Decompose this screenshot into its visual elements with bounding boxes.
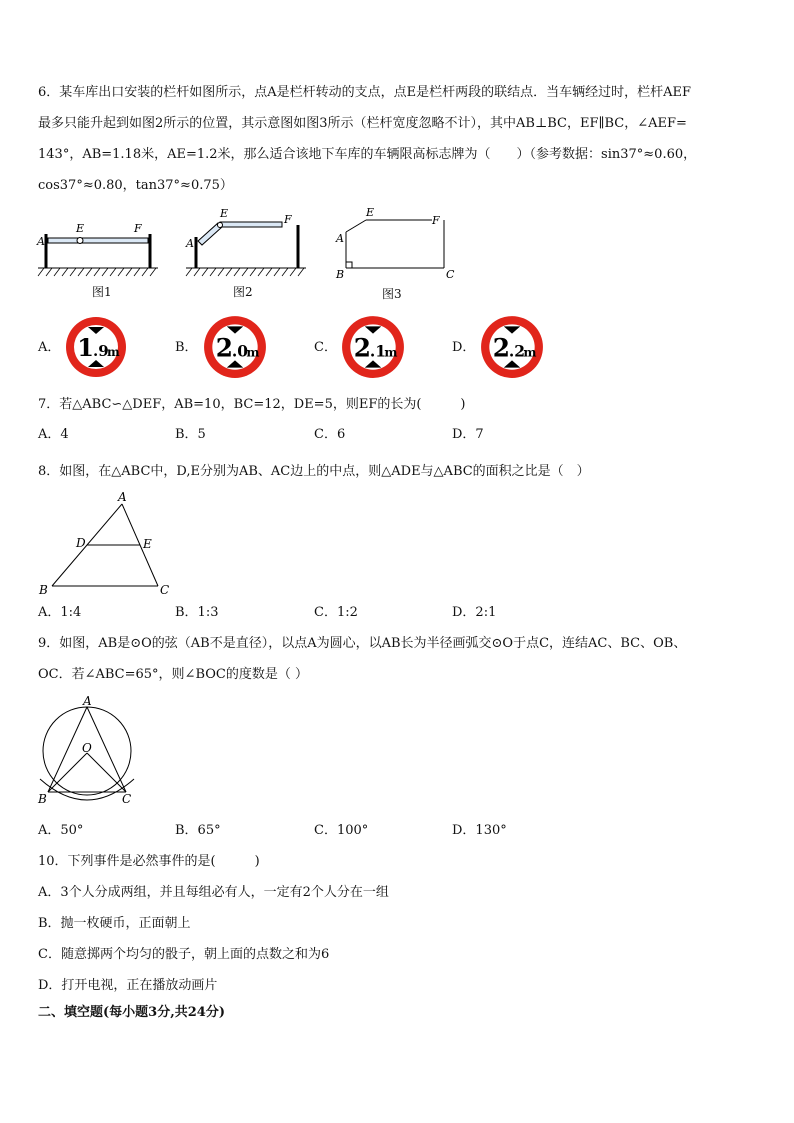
svg-text:.0: .0 <box>231 341 249 361</box>
q9-option-c: C．100° <box>314 823 369 838</box>
svg-text:2: 2 <box>492 333 510 363</box>
q8-option-c: C．1:2 <box>314 605 358 620</box>
q8-triangle-figure <box>34 490 184 598</box>
q7-option-b: B．5 <box>175 427 206 442</box>
q6-stem-line-4: cos37°≈0.80，tan37°≈0.75） <box>38 178 233 193</box>
q8-label-d: D <box>76 536 86 550</box>
svg-text:.2: .2 <box>508 341 526 361</box>
q6-figure-3 <box>328 200 458 285</box>
fig3-caption: 图3 <box>382 287 402 301</box>
fig2-label-e: E <box>220 207 229 220</box>
q9-option-a: A．50° <box>38 823 84 838</box>
q9-label-b: B <box>38 792 47 806</box>
q10-option-b: B．抛一枚硬币，正面朝上 <box>38 916 191 931</box>
q9-option-d: D．130° <box>452 823 507 838</box>
svg-text:m: m <box>384 344 398 360</box>
q6-stem-line-1: 6．某车库出口安装的栏杆如图所示，点A是栏杆转动的支点，点E是栏杆两段的联结点．当车辆经过时，栏杆AEF <box>38 85 692 100</box>
svg-text:m: m <box>523 344 537 360</box>
fig1-label-f: F <box>134 222 142 235</box>
svg-text:1: 1 <box>77 333 94 362</box>
q8-label-c: C <box>160 583 170 597</box>
q8-stem: 8．如图，在△ABC中，D,E分别为AB、AC边上的中点，则△ADE与△ABC的面积之比是（ ） <box>38 464 590 479</box>
svg-text:.1: .1 <box>369 341 387 361</box>
height-limit-sign-a <box>64 315 128 379</box>
q6-option-c-letter: C． <box>314 340 337 355</box>
svg-text:2: 2 <box>215 333 233 363</box>
q6-stem-line-2: 最多只能升起到如图2所示的位置，其示意图如图3所示（栏杆宽度忽略不计），其中AB⊥BC，EF∥BC，∠AEF= <box>38 116 687 131</box>
q8-label-e: E <box>143 537 152 551</box>
q9-stem-line-1: 9．如图，AB是⊙O的弦（AB不是直径），以点A为圆心，以AB长为半径画弧交⊙O于点C，连结AC、BC、OB、 <box>38 636 687 651</box>
fig2-label-a: A <box>186 237 194 250</box>
fig3-label-a: A <box>336 232 344 245</box>
q9-label-c: C <box>122 792 132 806</box>
svg-text:2: 2 <box>353 333 371 363</box>
q9-circle-figure <box>34 693 140 807</box>
q7-option-d: D．7 <box>452 427 484 442</box>
fig1-label-e: E <box>76 222 85 235</box>
q6-stem-line-3: 143°，AB=1.18米，AE=1.2米，那么适合该地下车库的车辆限高标志牌为（ ）（参考数据：sin37°≈0.60， <box>38 147 697 162</box>
fig3-label-c: C <box>446 268 455 281</box>
height-limit-sign-c <box>340 314 406 380</box>
fig3-label-b: B <box>336 268 345 281</box>
q9-label-o: O <box>82 741 92 755</box>
height-limit-sign-d <box>479 314 545 380</box>
q7-option-c: C．6 <box>314 427 346 442</box>
q10-option-d: D．打开电视，正在播放动画片 <box>38 978 218 993</box>
fig2-label-f: F <box>284 213 292 226</box>
q10-stem: 10．下列事件是必然事件的是( ) <box>38 854 260 869</box>
height-limit-sign-b <box>202 314 268 380</box>
svg-text:.9: .9 <box>93 342 109 360</box>
fig3-label-f: F <box>432 214 440 227</box>
svg-text:m: m <box>107 345 120 359</box>
fig1-label-a: A <box>37 235 45 248</box>
q6-option-b-letter: B． <box>175 340 198 355</box>
q6-option-a-letter: A． <box>38 340 61 355</box>
section-2-heading: 二、填空题(每小题3分,共24分) <box>38 1005 225 1020</box>
q10-option-a: A．3个人分成两组，并且每组必有人，一定有2个人分在一组 <box>38 885 389 900</box>
q9-stem-line-2: OC．若∠ABC=65°，则∠BOC的度数是（ ） <box>38 667 308 682</box>
q8-label-b: B <box>39 583 48 597</box>
q9-label-a: A <box>83 694 92 708</box>
q7-stem: 7．若△ABC∽△DEF，AB=10，BC=12，DE=5，则EF的长为( ) <box>38 397 466 412</box>
q8-option-a: A．1:4 <box>38 605 82 620</box>
q8-option-d: D．2:1 <box>452 605 497 620</box>
q8-label-a: A <box>118 490 127 504</box>
fig3-label-e: E <box>366 206 375 219</box>
q7-option-a: A．4 <box>38 427 69 442</box>
svg-text:m: m <box>246 344 260 360</box>
q10-option-c: C．随意掷两个均匀的骰子，朝上面的点数之和为6 <box>38 947 330 962</box>
q6-option-d-letter: D． <box>452 340 476 355</box>
fig2-caption: 图2 <box>233 285 253 299</box>
fig1-caption: 图1 <box>92 285 112 299</box>
q9-option-b: B．65° <box>175 823 221 838</box>
q8-option-b: B．1:3 <box>175 605 219 620</box>
